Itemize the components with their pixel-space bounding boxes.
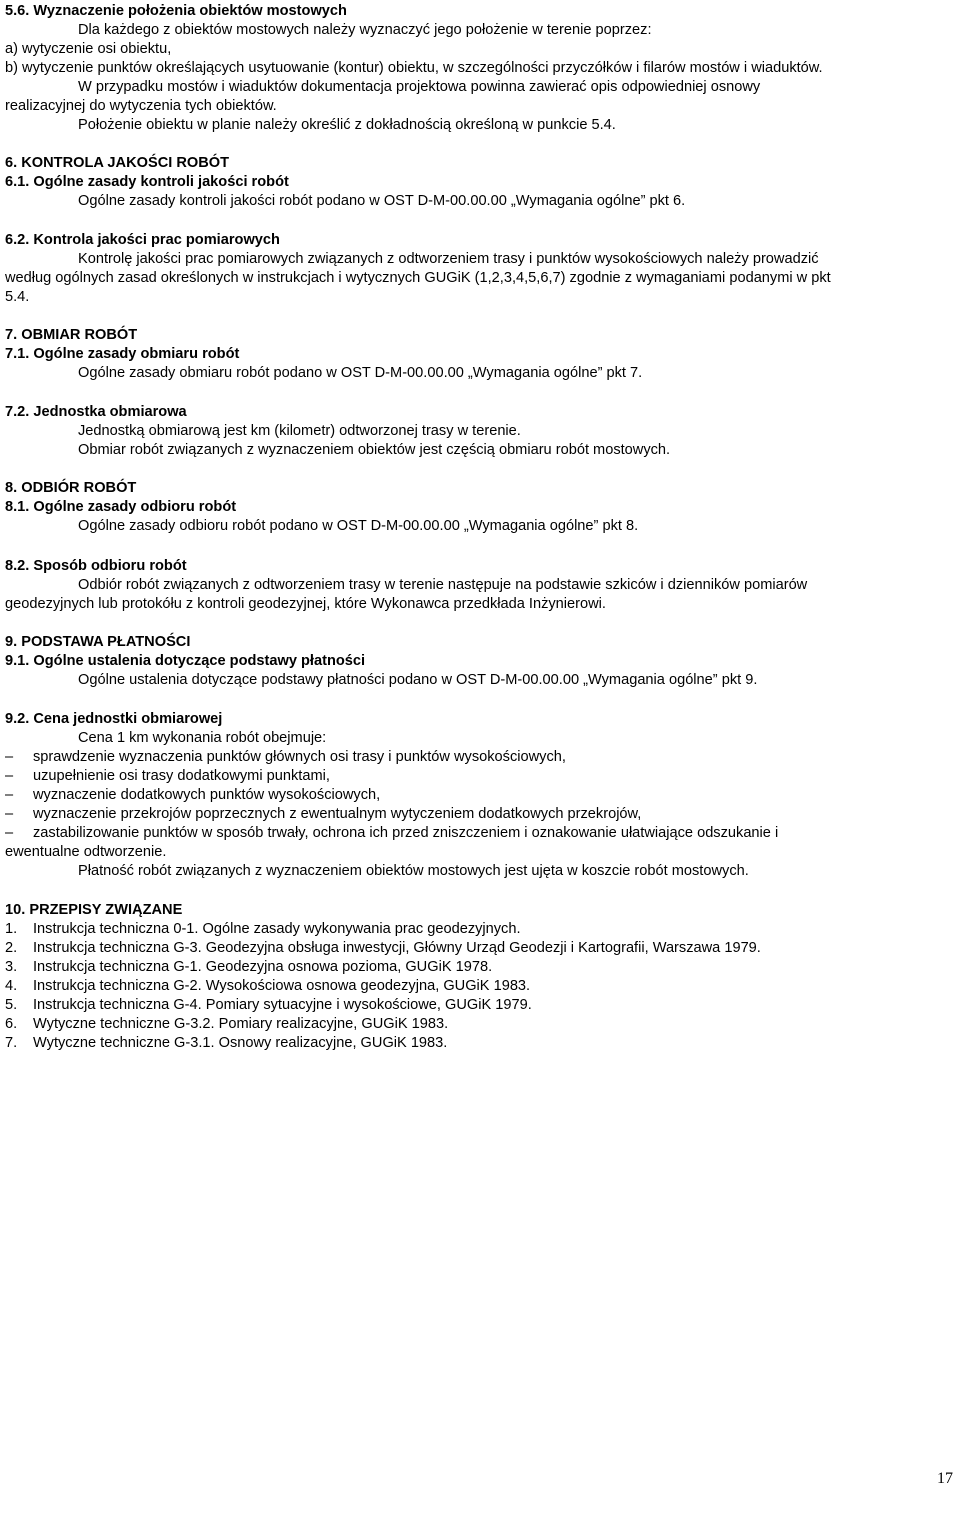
reference-text: Wytyczne techniczne G-3.1. Osnowy realizacyjne, GUGiK 1983. xyxy=(33,1035,448,1051)
list-item: a) wytyczenie osi obiektu, xyxy=(5,41,172,57)
subsection-heading: 7.2. Jednostka obmiarowa xyxy=(5,404,187,420)
reference-number: 3. xyxy=(5,959,18,975)
reference-text: Instrukcja techniczna 0-1. Ogólne zasady wykonywania prac geodezyjnych. xyxy=(33,921,521,937)
section-heading: 8. ODBIÓR ROBÓT xyxy=(5,480,137,496)
reference-text: Instrukcja techniczna G-2. Wysokościowa osnowa geodezyjna, GUGiK 1983. xyxy=(33,978,531,994)
reference-number: 4. xyxy=(5,978,18,994)
paragraph: Dla każdego z obiektów mostowych należy wyznaczyć jego położenie w terenie poprzez: xyxy=(78,22,652,38)
section-heading: 9. PODSTAWA PŁATNOŚCI xyxy=(5,634,191,650)
paragraph: Ogólne zasady kontroli jakości robót podano w OST D-M-00.00.00 „Wymagania ogólne” pkt 6. xyxy=(78,193,686,209)
list-item-text: wyznaczenie przekrojów poprzecznych z ewentualnym wytyczeniem dodatkowych przekrojów, xyxy=(33,806,642,822)
reference-number: 1. xyxy=(5,921,18,937)
list-item-text: wyznaczenie dodatkowych punktów wysokościowych, xyxy=(33,787,381,803)
list-item-text: zastabilizowanie punktów w sposób trwały, ochrona ich przed zniszczeniem i oznakowanie ułatwiające odszukanie i xyxy=(33,825,779,841)
reference-text: Instrukcja techniczna G-3. Geodezyjna obsługa inwestycji, Główny Urząd Geodezji i Kartografii, Warszawa 1979. xyxy=(33,940,761,956)
list-item-text: uzupełnienie osi trasy dodatkowymi punktami, xyxy=(33,768,330,784)
dash-bullet-icon: – xyxy=(5,787,14,803)
subsection-heading: 8.1. Ogólne zasady odbioru robót xyxy=(5,499,237,515)
reference-number: 5. xyxy=(5,997,18,1013)
subsection-heading: 9.1. Ogólne ustalenia dotyczące podstawy płatności xyxy=(5,653,366,669)
reference-text: Wytyczne techniczne G-3.2. Pomiary realizacyjne, GUGiK 1983. xyxy=(33,1016,449,1032)
section-heading: 7. OBMIAR ROBÓT xyxy=(5,327,138,343)
paragraph: Ogólne ustalenia dotyczące podstawy płatności podano w OST D-M-00.00.00 „Wymagania ogólne” pkt 9. xyxy=(78,672,758,688)
paragraph: Odbiór robót związanych z odtworzeniem trasy w terenie następuje na podstawie szkiców i dzienników pomiarów xyxy=(78,577,808,593)
reference-number: 7. xyxy=(5,1035,18,1051)
subsection-heading: 9.2. Cena jednostki obmiarowej xyxy=(5,711,223,727)
paragraph: Położenie obiektu w planie należy określić z dokładnością określoną w punkcie 5.4. xyxy=(78,117,616,133)
dash-bullet-icon: – xyxy=(5,768,14,784)
paragraph: Ogólne zasady obmiaru robót podano w OST D-M-00.00.00 „Wymagania ogólne” pkt 7. xyxy=(78,365,643,381)
paragraph: Obmiar robót związanych z wyznaczeniem obiektów jest częścią obmiaru robót mostowych. xyxy=(78,442,671,458)
section-heading: 5.6. Wyznaczenie położenia obiektów mostowych xyxy=(5,3,347,19)
subsection-heading: 6.2. Kontrola jakości prac pomiarowych xyxy=(5,232,280,248)
list-item-continuation: ewentualne odtworzenie. xyxy=(5,844,167,860)
subsection-heading: 6.1. Ogólne zasady kontroli jakości robót xyxy=(5,174,289,190)
paragraph: Kontrolę jakości prac pomiarowych związanych z odtworzeniem trasy i punktów wysokościowych należy prowadzić xyxy=(78,251,819,267)
paragraph: według ogólnych zasad określonych w instrukcjach i wytycznych GUGiK (1,2,3,4,5,6,7) zgodnie z wymaganiami podanymi w pkt xyxy=(5,270,831,286)
subsection-heading: 8.2. Sposób odbioru robót xyxy=(5,558,187,574)
paragraph: Cena 1 km wykonania robót obejmuje: xyxy=(78,730,327,746)
dash-bullet-icon: – xyxy=(5,825,14,841)
reference-text: Instrukcja techniczna G-4. Pomiary sytuacyjne i wysokościowe, GUGiK 1979. xyxy=(33,997,532,1013)
section-heading: 6. KONTROLA JAKOŚCI ROBÓT xyxy=(5,155,230,171)
reference-number: 2. xyxy=(5,940,18,956)
reference-text: Instrukcja techniczna G-1. Geodezyjna osnowa pozioma, GUGiK 1978. xyxy=(33,959,493,975)
subsection-heading: 7.1. Ogólne zasady obmiaru robót xyxy=(5,346,240,362)
paragraph: Jednostką obmiarową jest km (kilometr) odtworzonej trasy w terenie. xyxy=(78,423,521,439)
reference-number: 6. xyxy=(5,1016,18,1032)
paragraph: Płatność robót związanych z wyznaczeniem obiektów mostowych jest ujęta w koszcie robót mostowych. xyxy=(78,863,749,879)
list-item: b) wytyczenie punktów określających usytuowanie (kontur) obiektu, w szczególności przyczółków i filarów mostów i wiaduktów. xyxy=(5,60,823,76)
page-number: 17 xyxy=(937,1470,953,1487)
dash-bullet-icon: – xyxy=(5,806,14,822)
paragraph: 5.4. xyxy=(5,289,30,305)
list-item-text: sprawdzenie wyznaczenia punktów głównych osi trasy i punktów wysokościowych, xyxy=(33,749,566,765)
paragraph: Ogólne zasady odbioru robót podano w OST D-M-00.00.00 „Wymagania ogólne” pkt 8. xyxy=(78,518,639,534)
paragraph: geodezyjnych lub protokółu z kontroli geodezyjnej, które Wykonawca przedkłada Inżynierowi. xyxy=(5,596,606,612)
paragraph: realizacyjnej do wytyczenia tych obiektów. xyxy=(5,98,277,114)
dash-bullet-icon: – xyxy=(5,749,14,765)
paragraph: W przypadku mostów i wiaduktów dokumentacja projektowa powinna zawierać opis odpowiedniej osnowy xyxy=(78,79,761,95)
section-heading: 10. PRZEPISY ZWIĄZANE xyxy=(5,902,183,918)
